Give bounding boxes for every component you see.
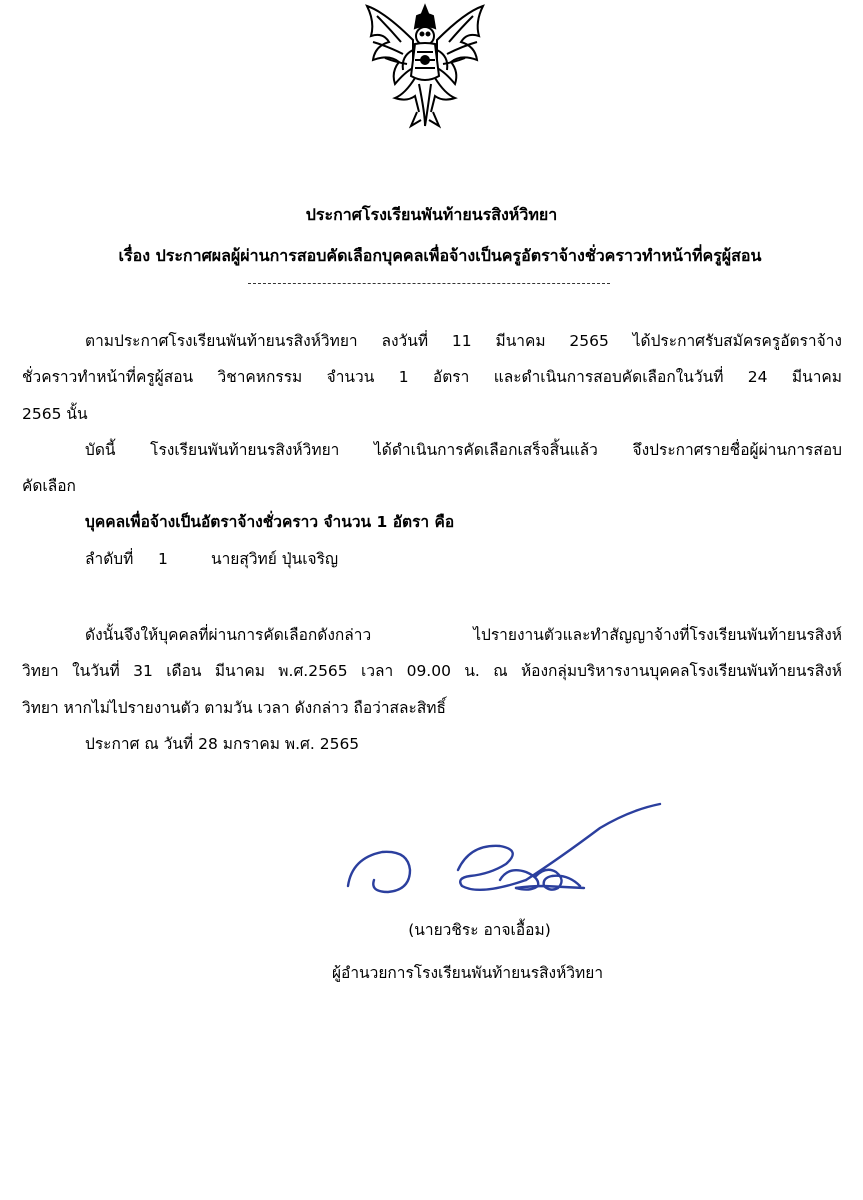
result-heading: บุคคลเพื่อจ้างเป็นอัตราจ้างชั่วคราว จำนวน 1 อัตรา คือ [85,513,455,531]
para3-line-1: ดังนั้นจึงให้บุคคลที่ผ่านการคัดเลือกดังกล่าว ไปรายงานตัวและทำสัญญาจ้างที่โรงเรียนพันท้ายนรสิงห์ [85,626,842,644]
announcement-date: ประกาศ ณ วันที่ 28 มกราคม พ.ศ. 2565 [85,735,360,753]
para1-line-2: ชั่วคราวทำหน้าที่ครูผู้สอน วิชาคหกรรม จำนวน 1 อัตรา และดำเนินการสอบคัดเลือกในวันที่ 24 มีนาคม [22,368,842,386]
header-divider [248,283,610,284]
para3-line-3: วิทยา หากไม่ไปรายงานตัว ตามวัน เวลา ดังกล่าว ถือว่าสละสิทธิ์ [22,699,446,717]
para3-line-2: วิทยา ในวันที่ 31 เดือน มีนาคม พ.ศ.2565 เวลา 09.00 น. ณ ห้องกลุ่มบริหารงานบุคคลโรงเรียนพันท้ายนรสิงห์ [22,662,842,680]
para1-line-3: 2565 นั้น [22,405,88,423]
garuda-emblem-icon [355,2,495,132]
result-person-name: นายสุวิทย์ ปุ่นเจริญ [211,550,339,568]
signature-icon [330,800,670,910]
document-title: ประกาศโรงเรียนพันท้ายนรสิงห์วิทยา [305,205,558,224]
para2-line-2: คัดเลือก [22,477,76,495]
para1-line-1: ตามประกาศโรงเรียนพันท้ายนรสิงห์วิทยา ลงวันที่ 11 มีนาคม 2565 ได้ประกาศรับสมัครครูอัตราจ้าง [85,332,842,350]
document-subject: เรื่อง ประกาศผลผู้ผ่านการสอบคัดเลือกบุคคลเพื่อจ้างเป็นครูอัตราจ้างชั่วคราวทำหน้าที่ครูผู้สอน [118,246,762,265]
para2-line-1: บัดนี้ โรงเรียนพันท้ายนรสิงห์วิทยา ได้ดำเนินการคัดเลือกเสร็จสิ้นแล้ว จึงประกาศรายชื่อผู้ผ่านการสอบ [85,441,842,459]
result-sequence-number: 1 [158,550,168,568]
result-sequence-label: ลำดับที่ [85,550,134,568]
signer-name: (นายวชิระ อาจเอื้อม) [408,921,551,939]
signer-position: ผู้อำนวยการโรงเรียนพันท้ายนรสิงห์วิทยา [331,964,604,982]
